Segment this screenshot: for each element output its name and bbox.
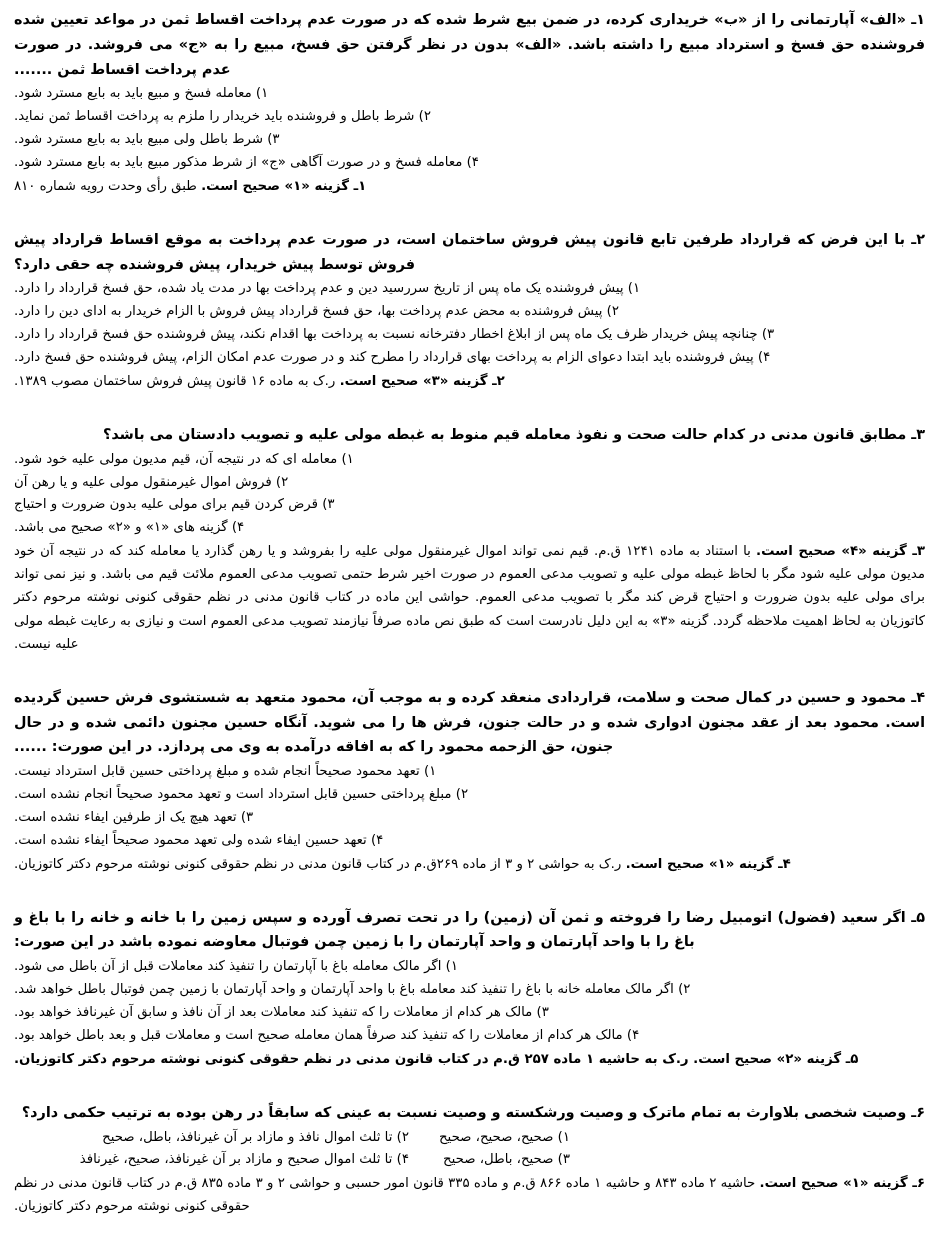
answer-explanation-2 [14,370,925,393]
answer-body: با استناد به ماده ۱۲۴۱ ق.م. قیم نمی تواند اموال غیرمنقول مولی علیه را بفروشد و یا رهن گذارد یا معامله کند که در نتیجه آن خود مدیون مولی علیه شود مگر با لحاظ غبطه مولی علیه و تصویب مدعی العموم در صورت اخیر شرط حتمی تصویب مدعی العموم ملائت قیم می باشد. و نیز نمی تواند برای مولی علیه بدون ضرورت و احتیاج قرض کند مگر با تصویب مدعی العموم. حواشی این ماده در کتاب قانون مدنی در نظم حقوقی کنونی نوشته مرحوم دکتر کاتوزیان به لحاظ اهمیت ملاحظه گردد. گزینه «۳» به این دلیل نادرست است که طبق نص ماده صرفاً نیازمند تصویب مدعی العموم است و نیازی به رعایت غبطه مولی علیه نیست. [14,544,925,652]
option-item[interactable]: ۳) تعهد هیچ یک از طرفین ایفاء نشده است. [14,809,254,825]
option-item[interactable]: ۴) تعهد حسین ایفاء شده ولی تعهد محمود صحیحاً ایفاء نشده است. [14,832,384,848]
option-item[interactable]: ۱) صحیح، صحیح، صحیح [438,1129,570,1145]
option-item[interactable]: ۲) اگر مالک معامله خانه با باغ را تنفیذ کند معامله باغ با واحد آپارتمان و واحد آپارتمان با زمین چمن فوتبال باطل خواهد شد. [14,982,691,998]
answer-body: حاشیه ۲ ماده ۸۴۳ و حاشیه ۱ ماده ۸۶۶ ق.م و ماده ۳۳۵ قانون امور حسبی و حواشی ۲ و ۳ ماده ۸۳۵ ق.م در کتاب قانون مدنی در نظم حقوقی کنونی نوشته مرحوم دکتر کاتوزیان. [14,1176,760,1215]
answer-body: ر.ک به ماده ۱۶ قانون پیش فروش ساختمان مصوب ۱۳۸۹. [14,373,340,389]
option-item[interactable]: ۱) تعهد محمود صحیحاً انجام شده و مبلغ پرداختی حسین قابل استرداد نیست. [14,764,437,780]
question-stem-1: ۱ـ «الف» آپارتمانی را از «ب» خریداری کرده، در ضمن بیع شرط شده که در صورت عدم پرداخت اقساط ثمن در مواعد تعیین شده فروشنده حق فسخ و استرداد مبیع را داشته باشد. «الف» بدون در نظر گرفتن حق فسخ، مبیع را به «ج» می فروشد. در صورت عدم پرداخت اقساط ثمن ....... [14,12,925,78]
question-block-4 [14,686,925,876]
answer-explanation-4 [14,853,925,876]
question-block-6 [14,1101,925,1219]
options-list-1 [14,83,925,174]
question-stem-4: ۴ـ محمود و حسین در کمال صحت و سلامت، قراردادی منعقد کرده و به موجب آن، محمود متعهد به شستشوی فرش حسین گردیده است. محمود بعد از عقد مجنون ادواری شده و در حالت جنون، فرش ها را می شوید. آنگاه حسین مجنون دائمی شده و در حال جنون، حق الزحمه محمود را که به افاقه درآمده به وی می پردازد. در این صورت: ...... [14,689,925,756]
question-stem-3: ۳ـ مطابق قانون مدنی در کدام حالت صحت و نفوذ معامله قیم منوط به غبطه مولی علیه و تصویب دادستان می باشد؟ [103,426,925,443]
option-item[interactable]: ۴) مالک هر کدام از معاملات را که تنفیذ کند صرفاً همان معامله صحیح است و معاملات قبل و بعد باطل خواهد بود. [14,1027,640,1043]
answer-body: طبق رأی وحدت رویه شماره ۸۱۰ [14,178,202,194]
answer-lead: ۲ـ گزینه «۳» صحیح است. [339,373,505,389]
options-list-3 [14,449,925,540]
question-block-5 [14,906,925,1071]
answer-explanation-3 [14,540,925,656]
answer-lead: ۴ـ گزینه «۱» صحیح است. [625,856,791,872]
question-block-3 [14,423,925,656]
question-stem-6: ۶ـ وصیت شخصی بلاوارث به تمام ماترک و وصیت ورشکسته و وصیت نسبت به عینی که سابقاً در رهن بوده به ترتیب حکمی دارد؟ [21,1104,925,1121]
option-item[interactable]: ۲) مبلغ پرداختی حسین قابل استرداد است و تعهد محمود صحیحاً انجام نشده است. [14,786,469,802]
answer-explanation-5 [14,1048,925,1071]
option-item[interactable]: ۱) معامله ای که در نتیجه آن، قیم مدیون مولی علیه خود شود. [14,451,354,467]
section-spacer [14,202,925,228]
question-block-1 [14,8,925,198]
section-spacer [14,397,925,423]
option-item[interactable]: ۳) قرض کردن قیم برای مولی علیه بدون ضرورت و احتیاج [14,497,335,513]
section-spacer [14,1075,925,1101]
option-item[interactable]: ۱) اگر مالک معامله باغ با آپارتمان را تنفیذ کند معاملات قبل از آن باطل می شود. [14,959,459,975]
answer-body: ر.ک به حواشی ۲ و ۳ از ماده ۲۶۹ق.م در کتاب قانون مدنی در نظم حقوقی کنونی نوشته مرحوم دکتر کاتوزیان. [14,856,626,872]
answer-lead: ۳ـ گزینه «۴» صحیح است. [756,544,925,560]
options-list-5 [14,956,925,1047]
option-item[interactable]: ۴) تا ثلث اموال صحیح و مازاد بر آن غیرنافذ، صحیح، غیرنافذ [79,1152,409,1168]
option-item[interactable]: ۳) چنانچه پیش خریدار ظرف یک ماه پس از ابلاغ اخطار دفترخانه نسبت به پرداخت بها اقدام نکند، پیش فروشنده حق فسخ قرارداد را دارد. [14,327,775,343]
option-item[interactable]: ۳) صحیح، باطل، صحیح [443,1152,570,1168]
question-stem-2: ۲ـ با این فرض که قرارداد طرفین تابع قانون پیش فروش ساختمان است، در صورت عدم پرداخت به موقع اقساط قرارداد پیش فروش توسط پیش خریدار، پیش فروشنده چه حقی دارد؟ [14,231,925,273]
answer-lead: ۶ـ گزینه «۱» صحیح است. [759,1176,926,1192]
answer-body: ر.ک به حاشیه ۱ ماده ۲۵۷ ق.م در کتاب قانون مدنی در نظم حقوقی کنونی نوشته مرحوم دکتر کاتوزیان. [14,1051,694,1067]
option-item[interactable]: ۲) پیش فروشنده به محض عدم پرداخت بها، حق فسخ قرارداد پیش فروش با الزام خریدار به ادای دین را دارد. [14,304,620,320]
option-item[interactable]: ۱) معامله فسخ و مبیع باید به بایع مسترد شود. [14,86,269,102]
option-item[interactable]: ۳) شرط باطل ولی مبیع باید به بایع مسترد شود. [14,132,280,148]
option-item[interactable]: ۲) شرط باطل و فروشنده باید خریدار را ملزم به پرداخت اقساط ثمن نماید. [14,109,431,125]
option-item[interactable]: ۳) مالک هر کدام از معاملات را که تنفیذ کند معاملات بعد از آن نافذ و سابق آن غیرنافذ خواهد بود. [14,1004,549,1020]
option-item[interactable]: ۱) پیش فروشنده یک ماه پس از تاریخ سررسید دین و عدم پرداخت بها در مدت یاد شده، حق فسخ قرارداد را دارد. [14,281,641,297]
option-item[interactable]: ۴) معامله فسخ و در صورت آگاهی «ج» از شرط مذکور مبیع باید به بایع مسترد شود. [14,154,479,170]
question-block-2 [14,228,925,393]
options-list-6 [14,1127,925,1173]
option-item[interactable]: ۴) گزینه های «۱» و «۲» صحیح می باشد. [14,520,245,536]
section-spacer [14,880,925,906]
answer-lead: ۵ـ گزینه «۲» صحیح است. [693,1051,859,1067]
section-spacer [14,660,925,686]
options-list-2 [14,278,925,369]
option-item[interactable]: ۴) پیش فروشنده باید ابتدا دعوای الزام به پرداخت بهای قرارداد را مطرح کند و در صورت عدم امکان الزام، پیش فروشنده حق فسخ دارد. [14,349,771,365]
answer-explanation-1 [14,175,925,198]
question-stem-5: ۵ـ اگر سعید (فضول) اتومبیل رضا را فروخته و ثمن آن (زمین) را در تحت تصرف آورده و سپس زمین را با خانه و خانه را با باغ و باغ را با واحد آپارتمان و واحد آپارتمان را با زمین چمن فوتبال معاوضه نموده باشد در این صورت: [14,909,925,951]
answer-lead: ۱ـ گزینه «۱» صحیح است. [201,178,367,194]
option-item[interactable]: ۲) تا ثلث اموال نافذ و مازاد بر آن غیرنافذ، باطل، صحیح [102,1129,409,1145]
answer-explanation-6 [14,1172,925,1218]
options-list-4 [14,761,925,852]
option-item[interactable]: ۲) فروش اموال غیرمنقول مولی علیه و یا رهن آن [14,474,289,490]
